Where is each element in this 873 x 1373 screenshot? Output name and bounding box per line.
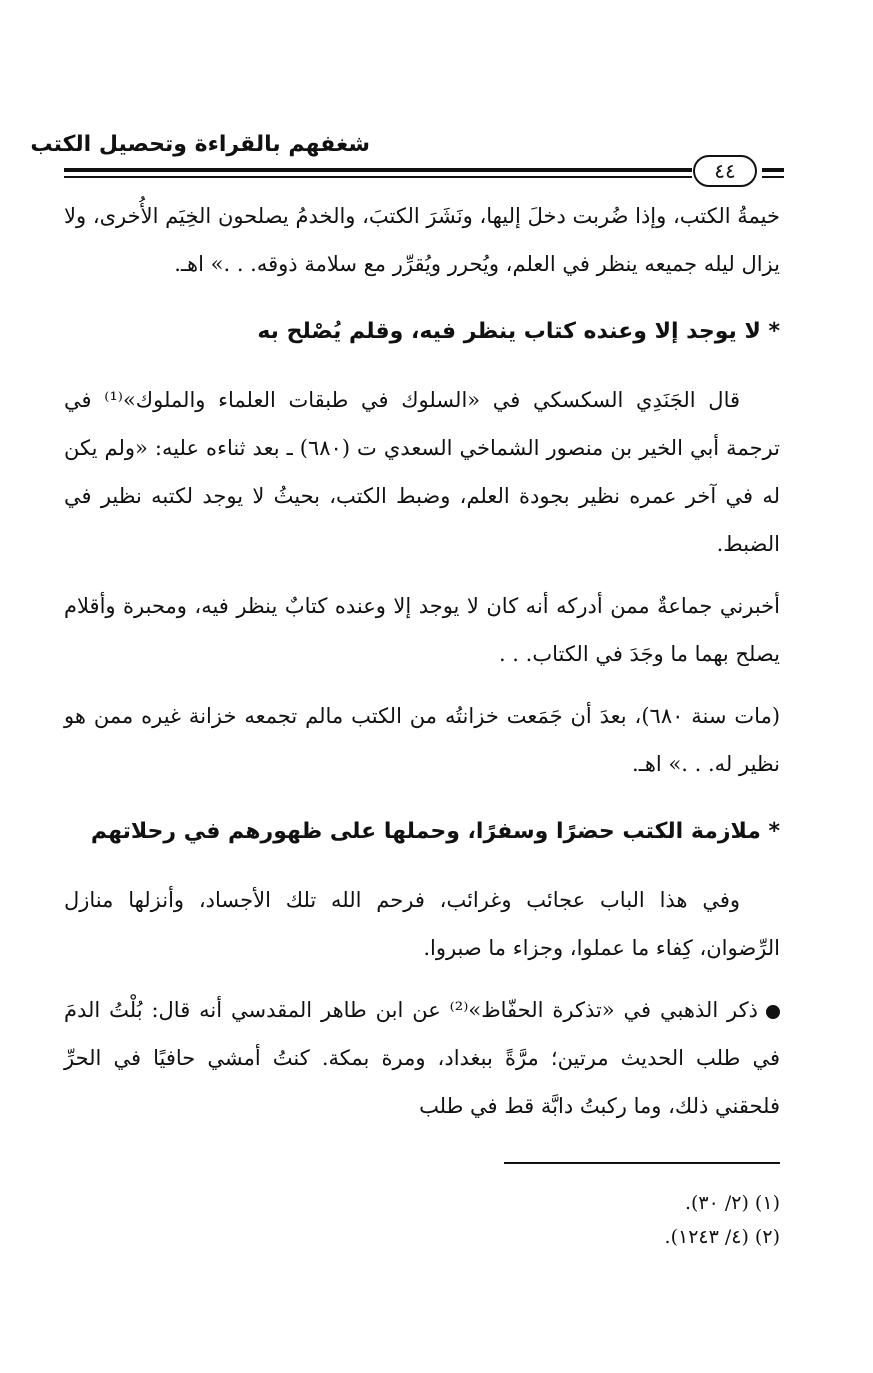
- paragraph: وفي هذا الباب عجائب وغرائب، فرحم الله تلك الأجساد، وأنزلها منازل الرِّضوان، كِفاء ما عملوا، وجزاء ما صبروا.: [64, 888, 780, 960]
- spacer: [64, 972, 780, 986]
- spacer: [64, 568, 780, 582]
- paragraph: أخبرني جماعةٌ ممن أدركه أنه كان لا يوجد إلا وعنده كتابٌ ينظر فيه، ومحبرة وأقلام يصلح بهما ما وجَدَ في الكتاب. . .: [64, 594, 780, 666]
- section-heading: * لا يوجد إلا وعنده كتاب ينظر فيه، وقلم يُصْلح به: [257, 319, 780, 344]
- spacer: [64, 288, 780, 302]
- section-heading: * ملازمة الكتب حضرًا وسفرًا، وحملها على ظهورهم في رحلاتهم: [90, 819, 780, 844]
- paragraph: (مات سنة ٦٨٠)، بعدَ أن جَمَعت خزانتُه من الكتب مالم تجمعه خزانة غيره ممن هو نظير له. . .» اهـ.: [64, 704, 781, 776]
- spacer: [64, 362, 780, 376]
- paragraph-text: ذكر الذهبي في «تذكرة الحفّاظ»⁽²⁾ عن ابن طاهر المقدسي أنه قال: بُلْتُ الدمَ في طلب الحديث مرتين؛ مرَّةً ببغداد، ومرة بمكة. كنتُ أمشي حافيًا في الحرِّ فلحقني ذلك، وما ركبتُ دابَّة قط في طلب: [64, 998, 780, 1118]
- footnote-rule: [504, 1162, 780, 1164]
- footnote: (٢) (٤/ ١٢٤٣).: [664, 1226, 780, 1248]
- footnote: (١) (٢/ ٣٠).: [684, 1192, 780, 1214]
- paragraph: خيمةُ الكتب، وإذا ضُربت دخلَ إليها، ونَشَرَ الكتبَ، والخدمُ يصلحون الخِيَم الأُخرى، ولا يزال ليله جميعه ينظر في العلم، ويُحرر ويُقرِّر مع سلامة ذوقه. . .» اهـ.: [64, 204, 780, 276]
- spacer: [64, 862, 780, 876]
- header-rule-thin: [64, 176, 692, 178]
- running-title: شغفهم بالقراءة وتحصيل الكتب: [30, 132, 370, 157]
- page-number: ٤٤: [693, 155, 757, 187]
- bullet-icon: [766, 1005, 780, 1019]
- footnotes: [520, 1186, 780, 1254]
- header-rule: [64, 168, 692, 172]
- spacer: [64, 678, 780, 692]
- paragraph: قال الجَنَدِي السكسكي في «السلوك في طبقات العلماء والملوك»⁽¹⁾ في ترجمة أبي الخير بن منصور الشماخي السعدي ت (٦٨٠) ـ بعد ثناءه عليه: «ولم يكن له في آخر عمره نظير بجودة العلم، وضبط الكتب، بحيثُ لا يوجد لكتبه نظير في الضبط.: [64, 388, 780, 556]
- paragraph-bullet: [64, 986, 780, 1130]
- body-text: [64, 192, 780, 1130]
- spacer: [64, 788, 780, 802]
- page-number-dash: [762, 168, 784, 172]
- page-number-dash-thin: [762, 176, 784, 178]
